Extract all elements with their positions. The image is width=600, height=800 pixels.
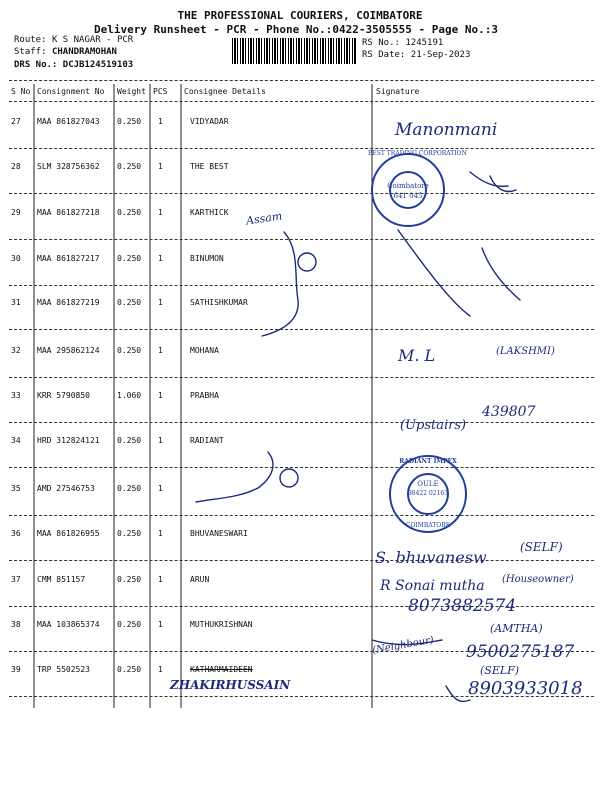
cell-pcs: 1 — [158, 162, 163, 171]
cell-weight: 0.250 — [117, 665, 142, 674]
cell-consignee: ARUN — [190, 575, 210, 584]
staff-value: CHANDRAMOHAN — [51, 47, 117, 57]
cell-consignment-no: MAA 861827219 — [37, 298, 100, 307]
cell-weight: 0.250 — [117, 298, 142, 307]
signature-row-37: R Sonai mutha — [380, 578, 485, 594]
signature-row-36: S. bhuvanesw — [375, 548, 487, 567]
cell-sno: 31 — [11, 298, 21, 307]
radiant-stamp-center: OULE — [417, 480, 439, 488]
cell-weight: 0.250 — [117, 529, 142, 538]
cell-consignment-no: HRD 312824121 — [37, 436, 100, 445]
cell-pcs: 1 — [158, 117, 163, 126]
cell-consignee: BHUVANESWARI — [190, 529, 248, 538]
cell-pcs: 1 — [158, 575, 163, 584]
cell-sno: 39 — [11, 665, 21, 674]
col-signature: Signature — [376, 87, 420, 96]
cell-consignment-no: MAA 861827217 — [37, 254, 100, 263]
signature-row-32: M. L — [398, 346, 436, 365]
cell-consignment-no: TRP 5502523 — [37, 665, 90, 674]
cell-pcs: 1 — [158, 436, 163, 445]
cell-weight: 0.250 — [117, 162, 142, 171]
col-consignee: Consignee Details — [184, 87, 266, 96]
cell-consignee: KATHARMAIDEEN — [190, 665, 253, 674]
rs-no-label: RS No.: — [362, 38, 400, 48]
cell-pcs: 1 — [158, 665, 163, 674]
cell-consignee: MOHANA — [190, 346, 219, 355]
cell-consignee: RADIANT — [190, 436, 224, 445]
cell-consignment-no: CMM 851157 — [37, 575, 86, 584]
cell-weight: 0.250 — [117, 620, 142, 629]
cell-consignee: BINUMON — [190, 254, 224, 263]
rs-no-value: 1245191 — [405, 38, 444, 48]
cell-sno: 38 — [11, 620, 21, 629]
rs-date-label: RS Date: — [362, 50, 406, 60]
company-title: THE PROFESSIONAL COURIERS, COIMBATORE — [177, 9, 423, 22]
cell-pcs: 1 — [158, 254, 163, 263]
cell-sno: 30 — [11, 254, 21, 263]
cell-sno: 36 — [11, 529, 21, 538]
col-sno: S No — [11, 87, 31, 96]
route-label: Route: — [14, 35, 47, 45]
cell-weight: 0.250 — [117, 484, 142, 493]
cell-consignment-no: MAA 861826955 — [37, 529, 100, 538]
note-row-39: (SELF) — [480, 664, 520, 677]
cell-consignee: VIDYADAR — [190, 117, 229, 126]
cell-pcs: 1 — [158, 529, 163, 538]
col-weight: Weight — [117, 87, 146, 96]
cell-consignee: PRABHA — [190, 391, 219, 400]
cell-consignee: KARTHICK — [190, 208, 229, 217]
note-row-32: (LAKSHMI) — [496, 346, 555, 357]
cell-sno: 35 — [11, 484, 21, 493]
best-trading-stamp-pin: 641 045 — [393, 192, 423, 200]
phone-row-38: 9500275187 — [466, 642, 575, 662]
note-row-38: (AMTHA) — [490, 622, 543, 635]
col-consignment: Consignment No — [37, 87, 105, 96]
cell-sno: 34 — [11, 436, 21, 445]
cell-consignment-no: SLM 328756362 — [37, 162, 100, 171]
cell-pcs: 1 — [158, 391, 163, 400]
drs-value: DCJB124519103 — [62, 60, 134, 70]
cell-weight: 0.250 — [117, 208, 142, 217]
signature-row-27: Manonmani — [395, 120, 498, 140]
cell-sno: 37 — [11, 575, 21, 584]
cell-sno: 28 — [11, 162, 21, 171]
note-row-36: (SELF) — [520, 540, 563, 554]
route-value: K S NAGAR - PCR — [51, 35, 134, 45]
radiant-stamp-phone: 98422 02163 — [407, 490, 449, 497]
radiant-stamp-name: RADIANT IMPEX — [399, 458, 457, 465]
cell-pcs: 1 — [158, 484, 163, 493]
cell-consignment-no: MAA 861827043 — [37, 117, 100, 126]
cell-pcs: 1 — [158, 346, 163, 355]
runsheet-title: Delivery Runsheet - PCR - Phone No.:0422-3505555 - Page No.:3 — [94, 23, 498, 36]
cell-weight: 0.250 — [117, 117, 142, 126]
cell-weight: 1.060 — [117, 391, 142, 400]
cell-sno: 32 — [11, 346, 21, 355]
note-row-33: (Upstairs) — [400, 418, 467, 433]
handwritten-name-row-39: ZHAKIRHUSSAIN — [170, 678, 291, 692]
phone-row-37: 8073882574 — [408, 596, 517, 616]
cell-sno: 27 — [11, 117, 21, 126]
cell-weight: 0.250 — [117, 346, 142, 355]
cell-pcs: 1 — [158, 620, 163, 629]
cell-weight: 0.250 — [117, 254, 142, 263]
cell-consignment-no: MAA 295862124 — [37, 346, 100, 355]
cell-sno: 29 — [11, 208, 21, 217]
cell-pcs: 1 — [158, 298, 163, 307]
cell-consignment-no: AMD 27546753 — [37, 484, 95, 493]
radiant-stamp-city: COIMBATORE — [405, 522, 451, 529]
drs-label: DRS No.: — [14, 60, 58, 70]
col-pcs: PCS — [153, 87, 168, 96]
handwritten-note-row-29: Assam — [245, 209, 283, 228]
best-trading-stamp-name: BEST TRADING CORPORATION — [368, 150, 467, 157]
cell-consignee: SATHISHKUMAR — [190, 298, 248, 307]
cell-consignee: THE BEST — [190, 162, 229, 171]
cell-consignee: MUTHUKRISHNAN — [190, 620, 253, 629]
cell-consignment-no: MAA 861827218 — [37, 208, 100, 217]
cell-sno: 33 — [11, 391, 21, 400]
number-row-33: 439807 — [482, 404, 536, 420]
cell-weight: 0.250 — [117, 436, 142, 445]
cell-weight: 0.250 — [117, 575, 142, 584]
best-trading-stamp-city: Coimbatore — [387, 182, 429, 190]
phone-row-39: 8903933018 — [468, 678, 583, 699]
rs-date-value: 21-Sep-2023 — [410, 50, 471, 60]
cell-pcs: 1 — [158, 208, 163, 217]
note-row-37: (Houseowner) — [502, 574, 574, 585]
staff-label: Staff: — [14, 47, 47, 57]
cell-consignment-no: MAA 103865374 — [37, 620, 100, 629]
cell-consignment-no: KRR 5790850 — [37, 391, 90, 400]
note-left-row-38: (Neighbour) — [371, 634, 435, 657]
